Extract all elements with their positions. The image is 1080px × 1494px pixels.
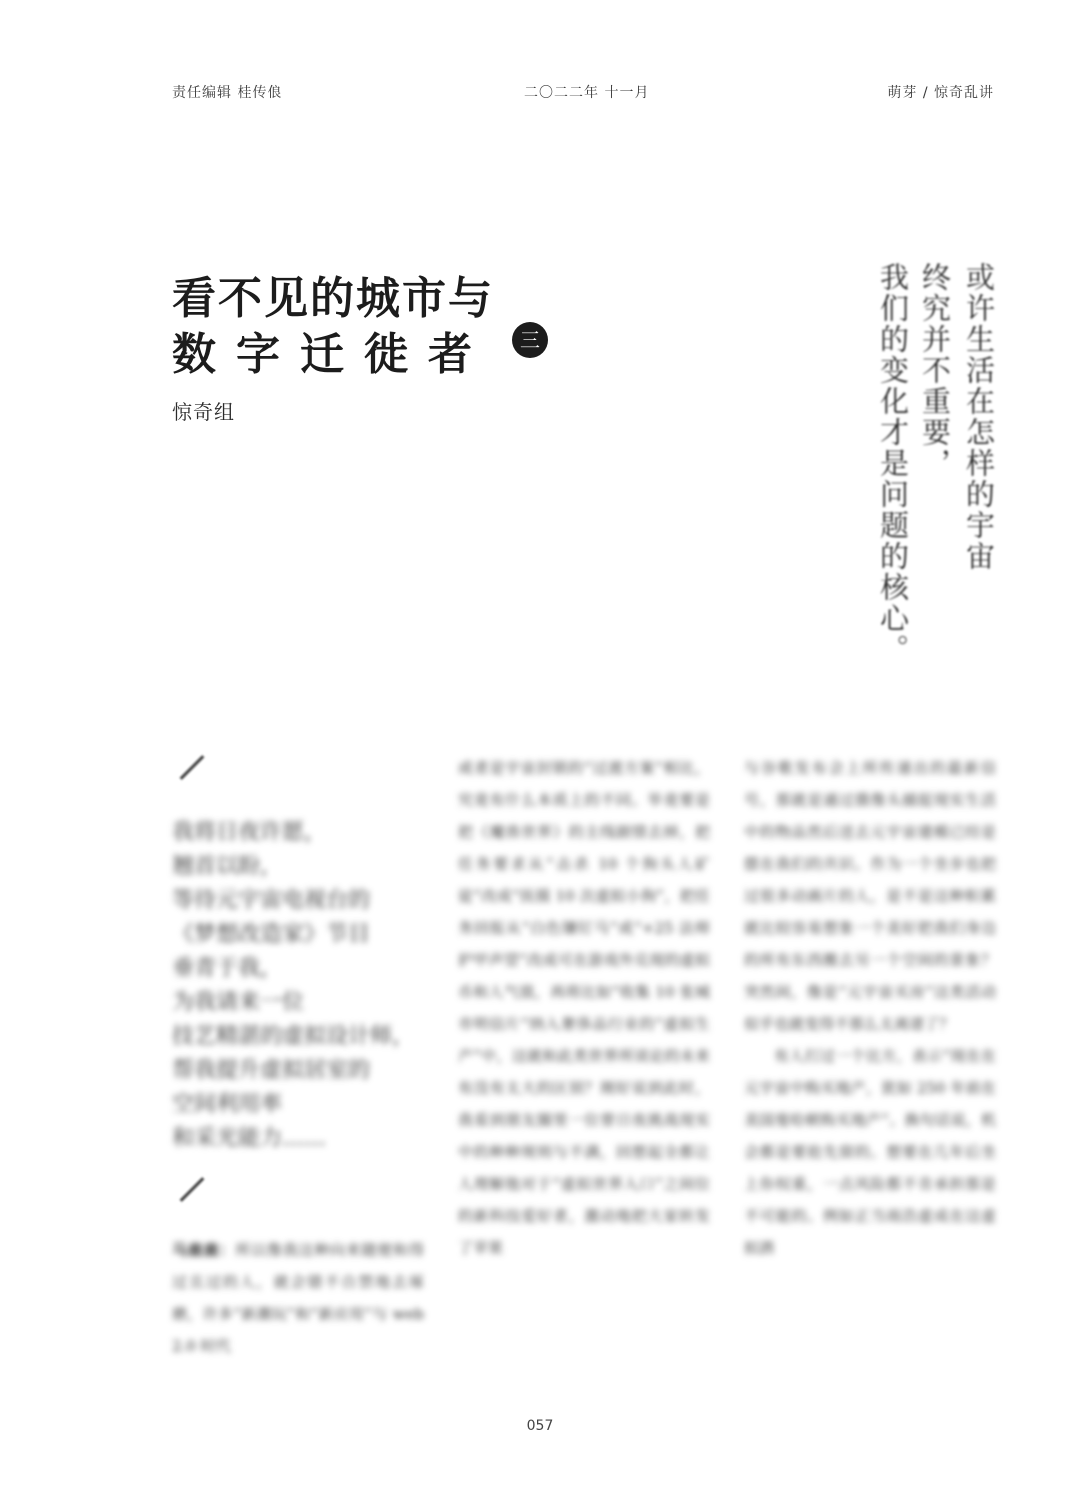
issue-date: 二〇二二年 十一月 [524, 85, 650, 101]
poem-line: 空间利用率 [172, 1092, 283, 1117]
page-number: 057 [526, 1418, 554, 1434]
body-column-1 [172, 1234, 424, 1362]
slash-divider-icon [180, 1177, 205, 1202]
poem-block [172, 816, 432, 1156]
pull-quote-line-1: 或许生活在怎样的宇宙 [962, 262, 996, 572]
section-name: 萌芽 / 惊奇乱讲 [887, 85, 994, 101]
pull-quote-line-3: 我们的变化才是问题的核心。 [876, 262, 910, 665]
part-number-badge: 三 [512, 322, 548, 358]
poem-line: 垂青于我， [172, 956, 283, 981]
body-text: 或者是宇宙封锁的“过渡方案”相比，究竟有什么本质上的不同。毕竟要是把《魔兽世界》的主线剧情去掉，把任务要求从“击杀 10 个狗头人矿徒”改成“抚摸 10 次虚拟小狗”，把任务回报从“白色镶钉马”或“+25 法师护甲声望”改成可在游戏外兑现的虚拟币和人气值，再将比如“收集 10 张城市明信片”纳入奢侈品行业的“虚拟生产”中，这就和此类世界所谈论的未来有没有太大的区别？刚好说到此时，我看到朋友圈里一位曾日夜挑战现实中的种种规则与不满，回想起全都让人理解他对于“虚拟世界入口”之间位的新科技爱好者，激动地把大家转发了苹果 [458, 759, 710, 1257]
pull-quote-line-2: 终究并不重要， [918, 262, 952, 479]
poem-line: 翘首以盼， [172, 854, 283, 879]
body-column-3 [744, 752, 996, 1364]
poem-line: 为我请来一位 [172, 990, 305, 1015]
body-column-2 [458, 752, 710, 1364]
slash-divider-icon [180, 755, 205, 780]
body-paragraph: 与谷歌发布会上所传递出的最新信号，那就是通过摄像头捕捉现实生活中的物品然后送去元宇宙建模已经是摆在我们的共识。作为一个坐步也把过很多动画片的人，是不是这种积累就比较容易想象一个美好把我们身边的所有东西搬去另一个空间的景象？突然间，像是“元宇宙买房”这类活动似乎也就变得不那么太离谱了？ [744, 759, 996, 1033]
page-title-line-2: 数字迁徙者 [172, 329, 492, 380]
poem-line: 技艺精湛的虚拟设计师， [172, 1024, 415, 1049]
poem-line: 等待元宇宙电视台的 [172, 888, 371, 913]
speaker-label: 马鹿鹿： [172, 1241, 236, 1259]
poem-line: 帮我提升虚拟居室的 [172, 1058, 371, 1083]
poem-line: 和采光能力…… [172, 1126, 327, 1151]
poem-line: 我将日夜许愿， [172, 820, 327, 845]
author-byline: 惊奇组 [172, 400, 235, 424]
body-text: 所以像我这种向来随便和得过且过的人，就会错不自禁地去琢磨，许多“新潮玩”和“新应用”与 web 2.0 时代 [172, 1241, 424, 1355]
page-title-line-1: 看不见的城市与 [172, 273, 494, 324]
editor-credit: 责任编辑 桂传俍 [172, 85, 283, 101]
body-paragraph: 有人打过一个比方，表示“现在在元宇宙中购买地产，犹如 250 年前在美国曼哈顿购买地产”。换句话说，机会都是要抢先窗的。想要在几年后坐上你权重，一点风险都不肯承担那是不可能的。例如正当雨浩虚成在这虚拟酒 [744, 1047, 996, 1257]
poem-line: 《梦想改造家》节目 [172, 922, 371, 947]
